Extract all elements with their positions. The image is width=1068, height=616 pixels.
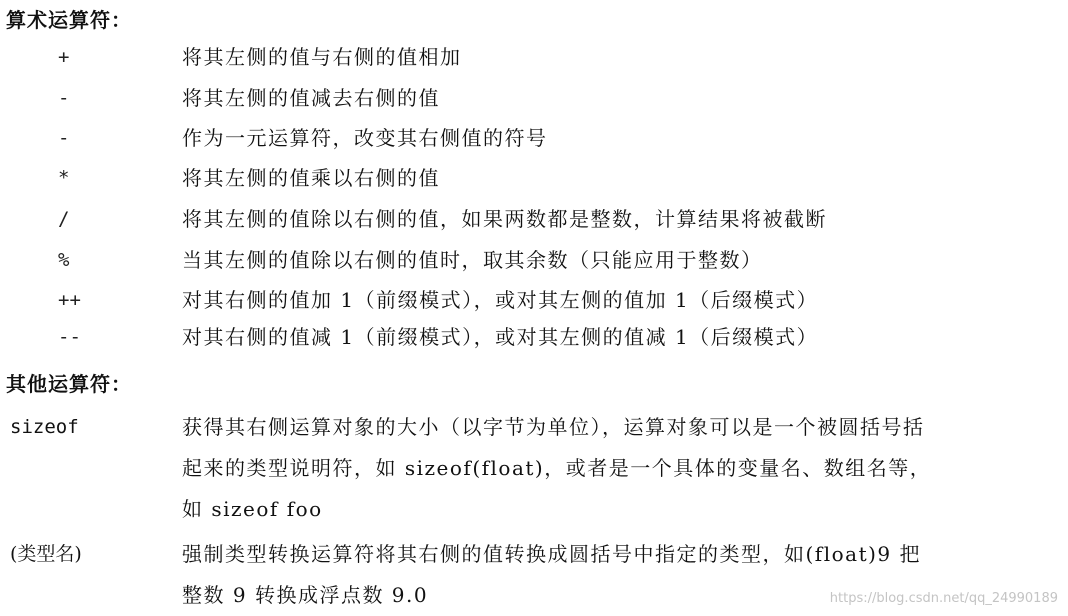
description-line: 如 sizeof foo	[182, 497, 323, 521]
operator-symbol: sizeof	[10, 416, 79, 438]
operator-row	[0, 120, 1068, 156]
operator-symbol: --	[58, 326, 81, 348]
operator-row	[0, 282, 1068, 318]
operator-symbol: %	[58, 249, 70, 271]
operator-row	[0, 39, 1068, 75]
watermark: https://blog.csdn.net/qq_24990189	[829, 591, 1058, 606]
description-line: 强制类型转换运算符将其右侧的值转换成圆括号中指定的类型，如(float)9 把	[182, 542, 921, 566]
operator-symbol: ++	[58, 289, 81, 311]
operator-description: 将其左侧的值与右侧的值相加	[182, 45, 462, 69]
operator-row-sizeof	[0, 407, 1068, 530]
operator-symbol: +	[58, 46, 70, 68]
operator-description: 将其左侧的值减去右侧的值	[182, 86, 440, 110]
operator-symbol: *	[58, 167, 70, 189]
operator-description: 当其左侧的值除以右侧的值时，取其余数（只能应用于整数）	[182, 248, 763, 272]
operator-symbol: -	[58, 87, 70, 109]
other-heading: 其他运算符：	[6, 372, 132, 396]
operator-description: 作为一元运算符，改变其右侧值的符号	[182, 126, 548, 150]
operator-description: 将其左侧的值乘以右侧的值	[182, 166, 440, 190]
operator-description: 对其右侧的值减 1（前缀模式），或对其左侧的值减 1（后缀模式）	[182, 325, 819, 349]
operator-symbol: -	[58, 127, 70, 149]
operator-row	[0, 160, 1068, 196]
description-line: 获得其右侧运算对象的大小（以字节为单位），运算对象可以是一个被圆括号括	[182, 415, 925, 439]
operator-description: 对其右侧的值加 1（前缀模式），或对其左侧的值加 1（后缀模式）	[182, 288, 819, 312]
operator-description: 将其左侧的值除以右侧的值，如果两数都是整数，计算结果将被截断	[182, 207, 827, 231]
operator-row	[0, 201, 1068, 237]
operator-symbol: /	[58, 208, 70, 230]
arithmetic-heading: 算术运算符：	[6, 8, 132, 32]
operator-description	[182, 534, 921, 616]
operator-row	[0, 242, 1068, 278]
description-line: 起来的类型说明符，如 sizeof(float)，或者是一个具体的变量名、数组名等，	[182, 456, 932, 480]
operator-description	[182, 407, 931, 530]
operator-row	[0, 319, 1068, 355]
operator-symbol: (类型名)	[10, 543, 82, 565]
description-line: 整数 9 转换成浮点数 9.0	[182, 583, 429, 607]
operator-row	[0, 80, 1068, 116]
